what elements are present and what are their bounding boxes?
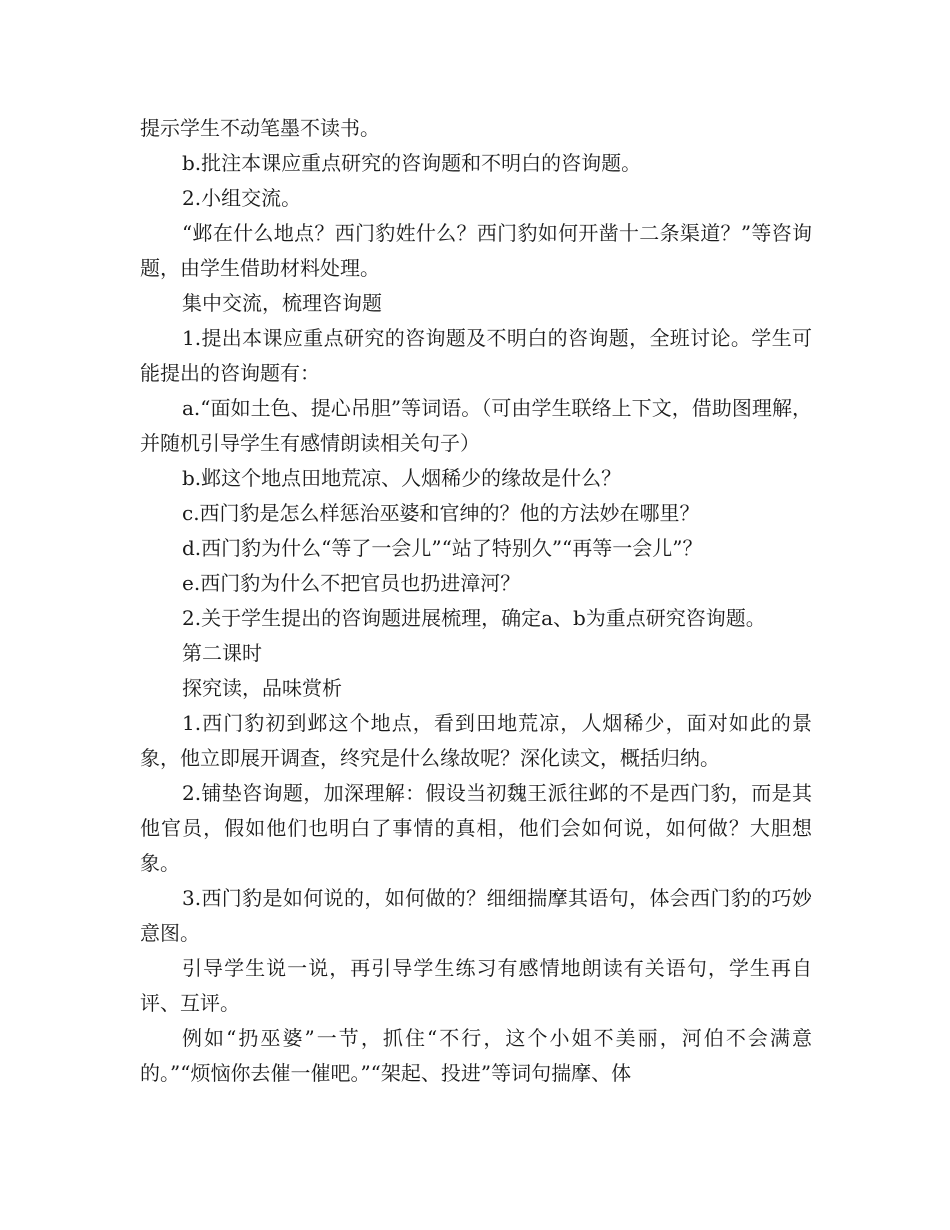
paragraph-16: 2.铺垫咨询题，加深理解：假设当初魏王派往邺的不是西门豹，而是其他官员，假如他们也明白了事情的真相，他们会如何说，如何做？大胆想象。 xyxy=(140,781,812,875)
paragraph-14: 探究读，品味赏析 xyxy=(182,676,342,700)
paragraph-15: 1.西门豹初到邺这个地点，看到田地荒凉，人烟稀少，面对如此的景象，他立即展开调查，终究是什么缘故呢？深化读文，概括归纳。 xyxy=(140,711,812,770)
paragraph-18: 引导学生说一说，再引导学生练习有感情地朗读有关语句，学生再自评、互评。 xyxy=(140,956,812,1015)
paragraph-6: 1.提出本课应重点研究的咨询题及不明白的咨询题，全班讨论。学生可能提出的咨询题有： xyxy=(140,326,812,385)
paragraph-7: a.“面如土色、提心吊胆”等词语。（可由学生联络上下文，借助图理解，并随机引导学生有感情朗读相关句子） xyxy=(140,396,812,455)
paragraph-17: 3.西门豹是如何说的，如何做的？细细揣摩其语句，体会西门豹的巧妙意图。 xyxy=(140,886,812,945)
paragraph-3: 2.小组交流。 xyxy=(182,186,302,210)
paragraph-10: d.西门豹为什么“等了一会儿”“站了特别久”“再等一会儿”？ xyxy=(182,536,703,560)
document-body xyxy=(140,111,812,1091)
paragraph-9: c.西门豹是怎么样惩治巫婆和官绅的？他的方法妙在哪里？ xyxy=(182,501,700,525)
paragraph-13: 第二课时 xyxy=(182,641,262,665)
paragraph-1: 提示学生不动笔墨不读书。 xyxy=(140,116,380,140)
paragraph-8: b.邺这个地点田地荒凉、人烟稀少的缘故是什么？ xyxy=(182,466,622,490)
paragraph-5: 集中交流，梳理咨询题 xyxy=(182,291,382,315)
paragraph-19: 例如“扔巫婆”一节，抓住“不行，这个小姐不美丽，河伯不会满意的。”“烦恼你去催一催吧。”“架起、投进”等词句揣摩、体 xyxy=(140,1026,812,1085)
paragraph-2: b.批注本课应重点研究的咨询题和不明白的咨询题。 xyxy=(182,151,642,175)
paragraph-4: “邺在什么地点？西门豹姓什么？西门豹如何开凿十二条渠道？”等咨询题，由学生借助材料处理。 xyxy=(140,221,812,280)
paragraph-12: 2.关于学生提出的咨询题进展梳理，确定a、b为重点研究咨询题。 xyxy=(182,606,766,630)
paragraph-11: e.西门豹为什么不把官员也扔进漳河？ xyxy=(182,571,521,595)
